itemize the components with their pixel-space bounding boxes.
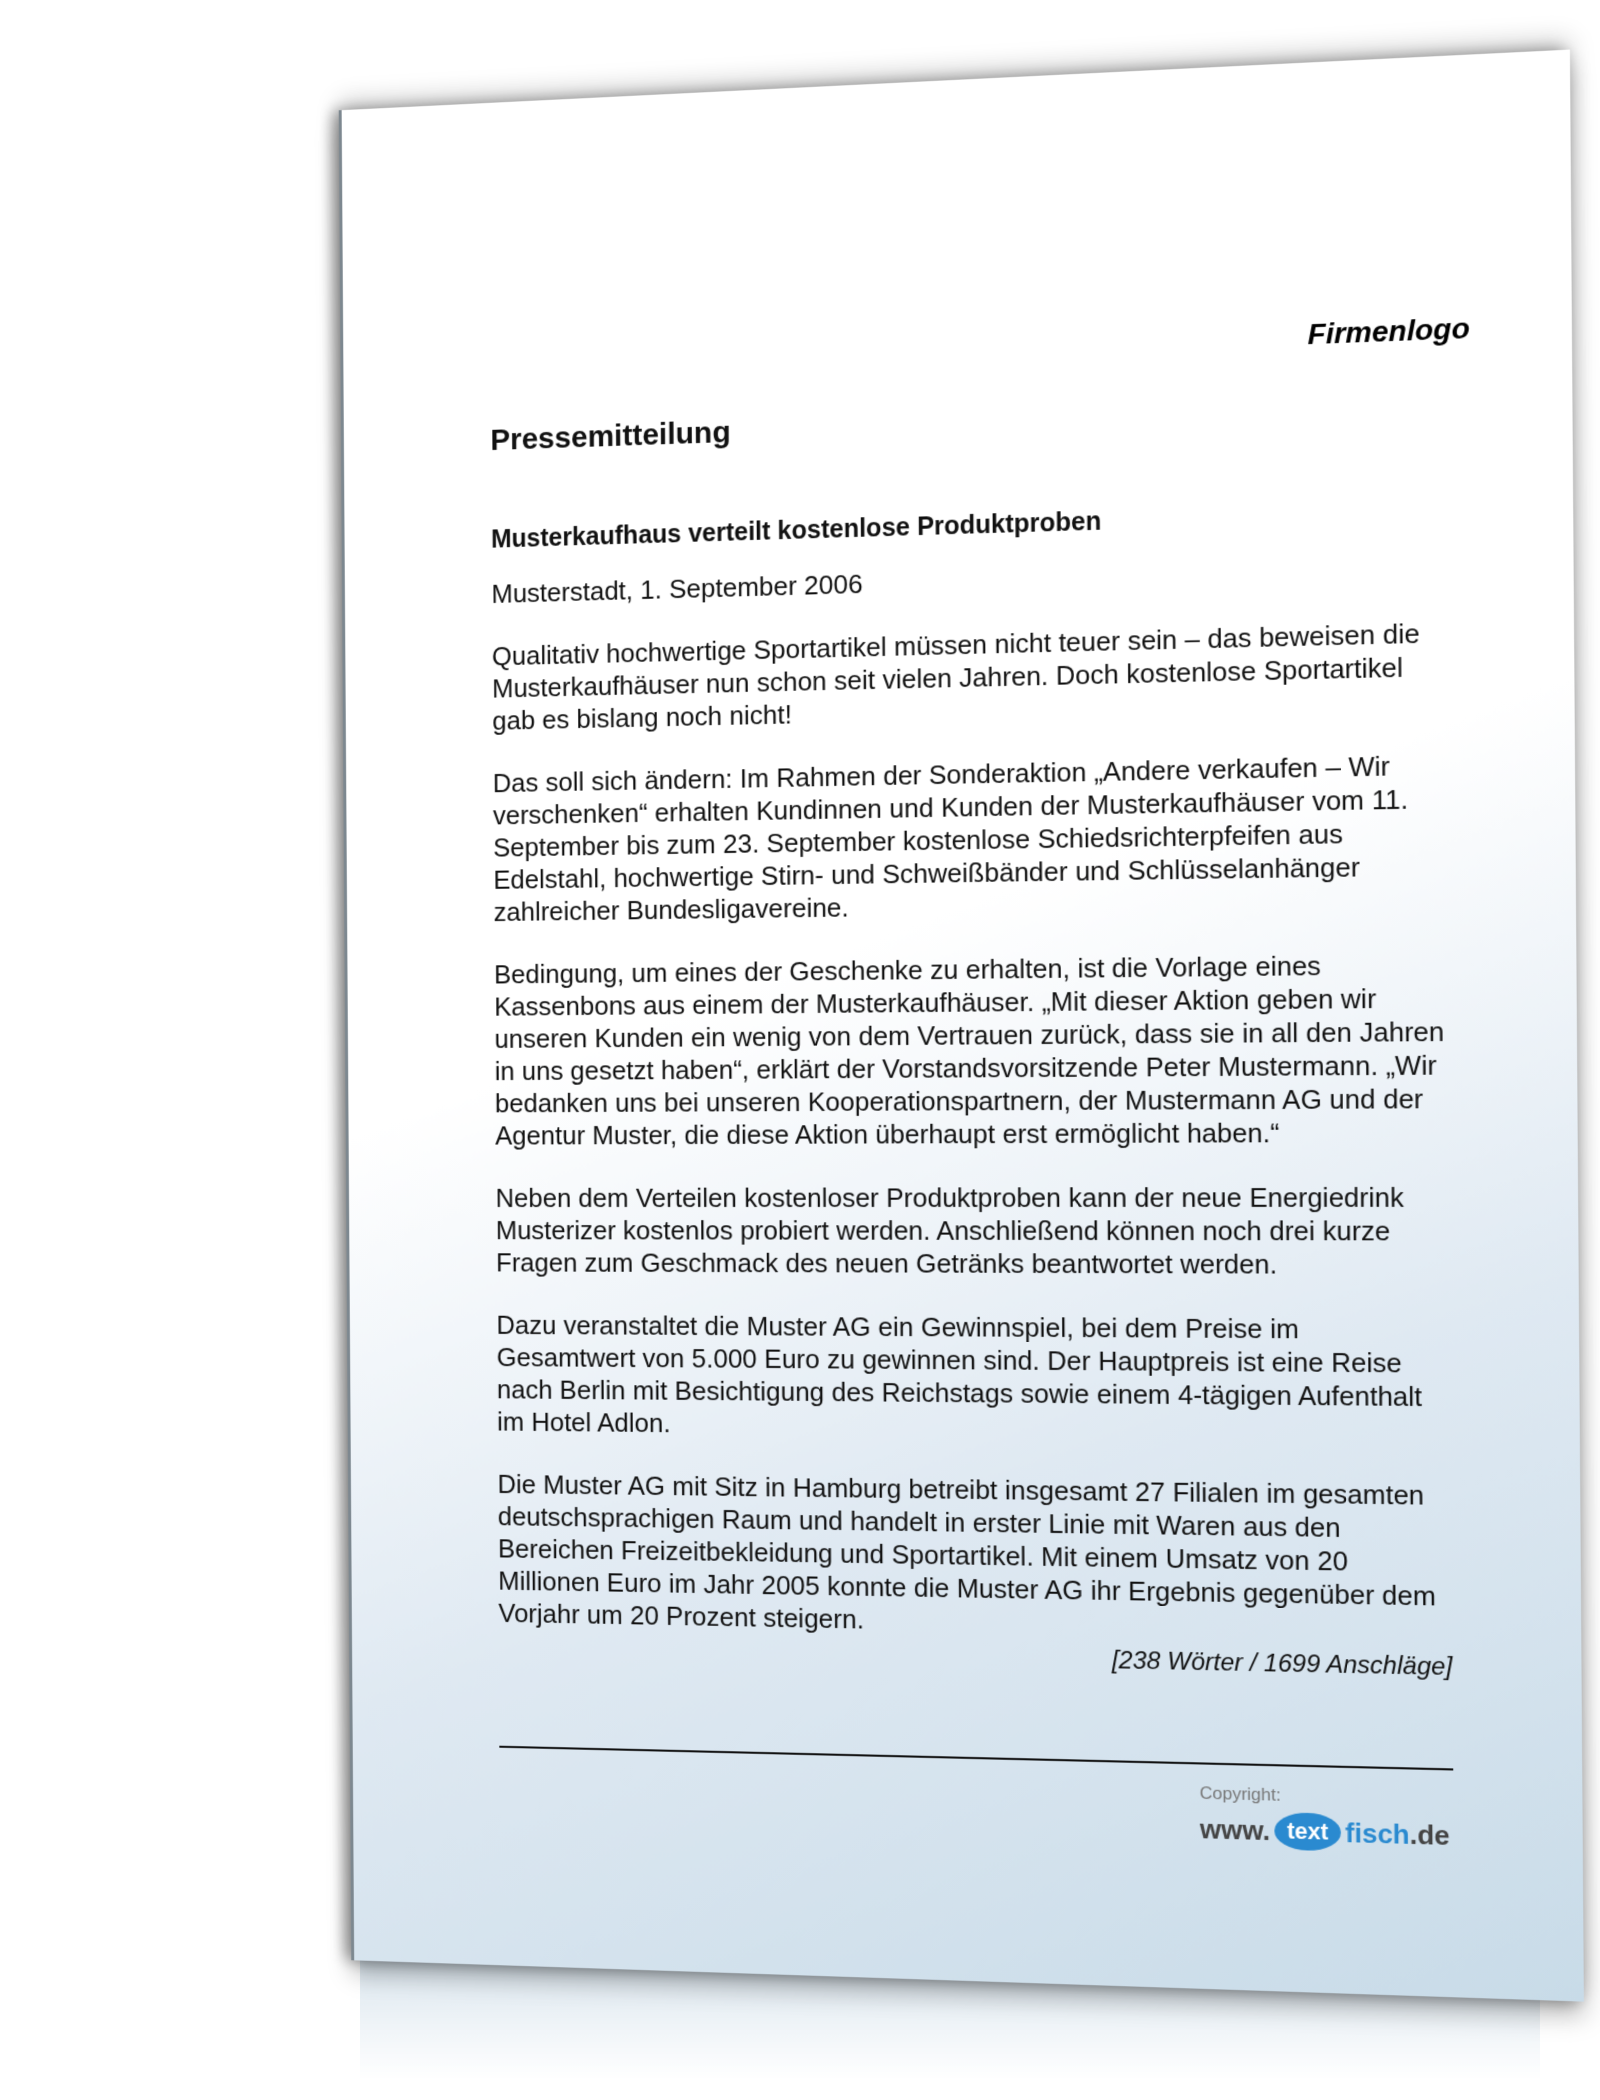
paragraph: Die Muster AG mit Sitz in Hamburg betreibt insgesamt 27 Filialen im gesamten deutschsprachigen Raum und handelt in erster Linie mit Waren aus den Bereichen Freizeitbekleidung und Sportartikel. Mit einem Umsatz von 20 Millionen Euro im Jahr 2005 konnte die Muster AG ihr Ergebnis gegenüber dem Vorjahr um 20 Prozent steigern. [497,1468,1436,1635]
copyright-block [1199,1777,1453,1855]
paragraph: Qualitativ hochwertige Sportartikel müssen nicht teuer sein – das beweisen die Musterkaufhäuser nun schon seit vielen Jahren. Doch kostenlose Sportartikel gab es bislang noch nicht! [491,617,1420,736]
paragraph: Neben dem Verteilen kostenloser Produktproben kann der neue Energiedrink Musterizer kostenlos probiert werden. Anschließend können noch drei kurze Fragen zum Geschmack des neuen Getränks beantwortet werden. [495,1181,1404,1280]
footer-divider [499,1746,1453,1771]
paragraph: Das soll sich ändern: Im Rahmen der Sonderaktion „Andere verkaufen – Wir verschenken“ erhalten Kundinnen und Kunden der Musterkaufhäuser vom 11. September bis zum 23. September kostenlose Schiedsrichterpfeifen aus Edelstahl, hochwertige Stirn- und Schweißbänder und Schlüsselanhänger zahlreicher Bundesligavereine. [492,750,1409,928]
document-body [490,318,1454,1854]
paragraph: Bedingung, um eines der Geschenke zu erhalten, ist die Vorlage eines Kassenbons aus einem der Musterkaufhäuser. „Mit dieser Aktion geben wir unseren Kunden ein wenig von dem Vertrauen zurück, dass sie in all den Jahren in uns gesetzt haben“, erklärt der Vorstandsvorsitzende Peter Mustermann. „Wir bedanken uns bei unseren Kooperationspartnern, der Mustermann AG und der Agentur Muster, die diese Aktion überhaupt erst ermöglicht haben.“ [493,950,1445,1151]
logo-fisch: fisch [1345,1817,1410,1851]
company-logo-placeholder: Firmenlogo [1307,311,1470,351]
document-page [339,50,1584,2002]
logo-www: www. [1199,1813,1271,1847]
headline: Musterkaufhaus verteilt kostenlose Produktproben [491,506,1102,554]
copyright-label: Copyright: [1199,1783,1282,1805]
paragraph: Dazu veranstaltet die Muster AG ein Gewinnspiel, bei dem Preise im Gesamtwert von 5.000 Euro zu gewinnen sind. Der Hauptpreis ist eine Reise nach Berlin mit Besichtigung des Reichstags sowie einem 4-tägigen Aufenthalt im Hotel Adlon. [496,1309,1423,1439]
dateline: Musterstadt, 1. September 2006 [491,568,863,610]
textfisch-logo [1200,1810,1454,1854]
document-title: Pressemitteilung [490,415,731,458]
word-count: [238 Wörter / 1699 Anschläge] [1111,1646,1453,1682]
fish-icon: text [1274,1812,1341,1851]
logo-tld: .de [1409,1818,1450,1852]
